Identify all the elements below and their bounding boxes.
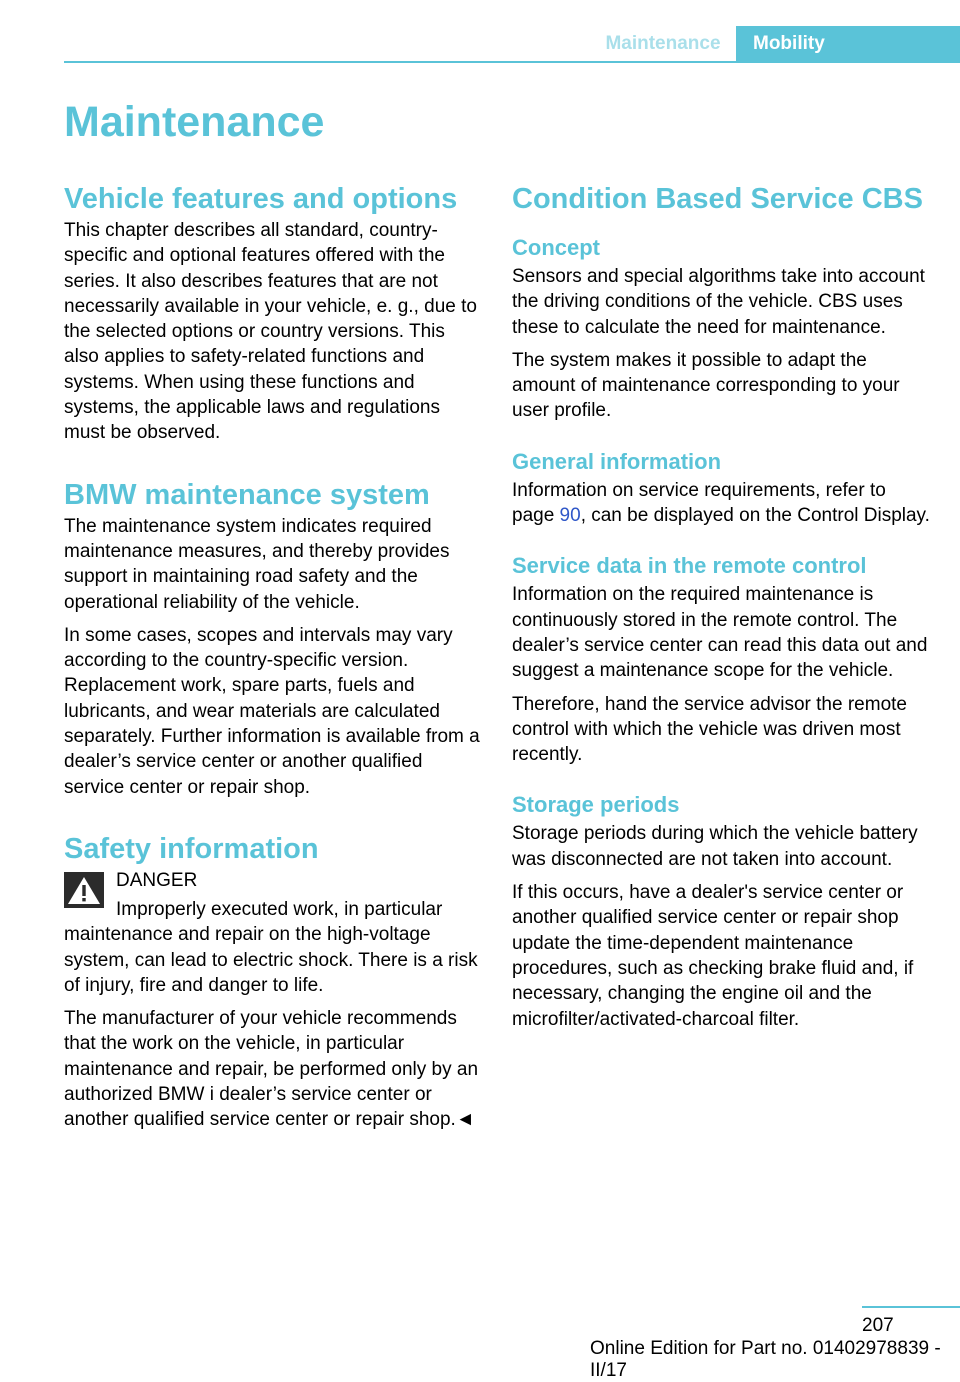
page-number: 207: [862, 1315, 894, 1336]
header-tab-mobility[interactable]: Mobility: [736, 26, 960, 61]
footer-edition: Online Edition for Part no. 01402978839 - II/17: [590, 1338, 941, 1381]
subheading-general-information: General information: [512, 448, 722, 474]
danger-warning: [64, 868, 482, 1133]
section-heading-safety: Safety information: [64, 832, 319, 865]
footer-rule: [862, 1306, 960, 1308]
warning-triangle-icon: [64, 872, 104, 908]
paragraph-vehicle-features: This chapter describes all standard, country-specific and optional features offered with the series. It also describes features that are not necessarily available in your vehicle, e. g., due to the selected options or country versions. This also applies to safety-related functions and systems. When using these functions and systems, the applicable laws and regulations must be observed.: [64, 220, 477, 444]
page-link-90[interactable]: 90: [559, 505, 581, 527]
paragraph-storage-2: If this occurs, have a dealer's service center or another qualified service center or repair shop update the time-dependent maintenance procedures, such as checking brake fluid and, if necessary, changing the engine oil and the microfilter/activated-charcoal filter.: [512, 882, 914, 1030]
paragraph-maintenance-system-1: The maintenance system indicates required maintenance measures, and thereby provides support in maintaining road safety and the operational reliability of the vehicle.: [64, 515, 450, 613]
warning-text-2: The manufacturer of your vehicle recommends that the work on the vehicle, in particular maintenance and repair, be performed only by an authorized BMW i dealer’s service center or another qualified service center or repair shop.◄: [64, 1008, 479, 1131]
paragraph-maintenance-system-2: In some cases, scopes and intervals may vary according to the country-specific version. Replacement work, spare parts, fuels and lubricants, and wear materials are calculated separately. Further information is available from a dealer’s service center or another qualified service center or repair shop.: [64, 624, 480, 798]
subheading-concept: Concept: [512, 235, 600, 260]
paragraph-concept-1: Sensors and special algorithms take into account the driving conditions of the vehicle. CBS uses these to calculate the need for maintenance.: [512, 266, 925, 338]
subheading-storage-periods: Storage periods: [512, 792, 680, 818]
right-column: [512, 184, 932, 1040]
warning-text-1: Improperly executed work, in particular maintenance and repair on the high-voltage system, can lead to electric shock. There is a risk of injury, fire and danger to life.: [64, 898, 478, 996]
section-heading-vehicle-features: Vehicle features and options: [64, 183, 458, 215]
left-column: [64, 184, 482, 1141]
page-title: Maintenance: [64, 98, 325, 146]
section-heading-maintenance-system: BMW maintenance system: [64, 478, 430, 511]
header-rule: [64, 61, 960, 63]
header-tab-maintenance[interactable]: Maintenance: [605, 33, 721, 54]
subheading-service-data: Service data in the remote control: [512, 553, 867, 579]
paragraph-concept-2: The system makes it possible to adapt the amount of maintenance corresponding to your user profile.: [512, 349, 900, 422]
section-heading-cbs: Condition Based Service CBS: [512, 183, 923, 215]
paragraph-service-data-1: Information on the required maintenance is continuously stored in the remote control. The dealer’s service center can read this data out and suggest a maintenance scope for the vehicle.: [512, 584, 928, 682]
warning-label: DANGER: [116, 869, 198, 891]
paragraph-storage-1: Storage periods during which the vehicle battery was disconnected are not taken into account.: [512, 823, 918, 870]
paragraph-general-information: Information on service requirements, refer to page 90, can be displayed on the Control Display.: [512, 479, 930, 527]
paragraph-service-data-2: Therefore, hand the service advisor the remote control with which the vehicle was driven most recently.: [512, 693, 907, 766]
